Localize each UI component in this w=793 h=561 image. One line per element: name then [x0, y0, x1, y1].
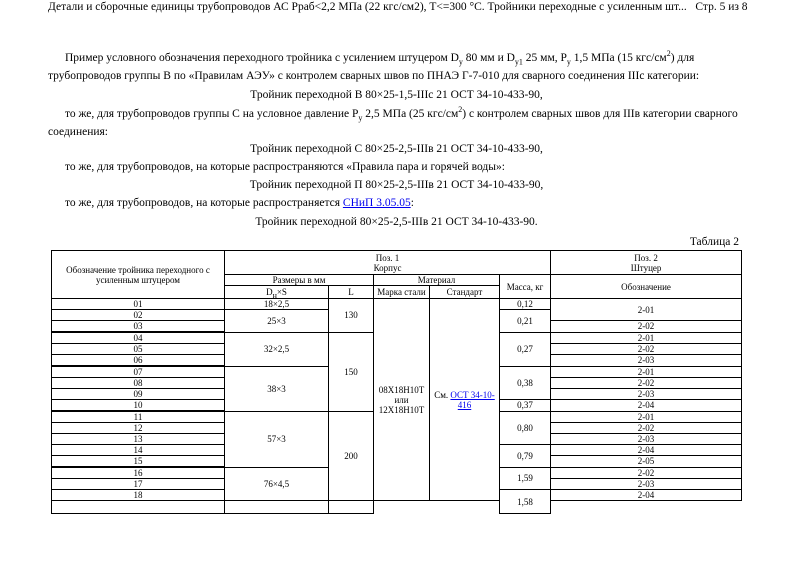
size-cell-empty	[225, 501, 329, 514]
designation-cell: 2-04	[551, 400, 742, 412]
table-caption: Таблица 2	[689, 236, 739, 248]
col-header-oboznachenie: Обозначение	[551, 275, 742, 299]
designation-cell: 2-01	[551, 332, 742, 344]
mass-cell: 0,27	[500, 332, 551, 366]
row-code: 17	[52, 479, 225, 490]
designation-cell: 2-04	[551, 445, 742, 456]
size-cell: 76×4,5	[225, 467, 329, 501]
mass-cell: 0,80	[500, 411, 551, 445]
designation-cell: 2-03	[551, 389, 742, 400]
col-header-designation: Обозначение тройника переходного с усиленным штуцером	[52, 251, 225, 299]
example-intro: Пример условного обозначения переходного тройника с усилением штуцером $D_y$ 80 мм и $D_{y1}$ 25 мм, $P_y$ 1,5 МПа (15 кгс/$см^2$) для	[65, 49, 695, 67]
mass-cell: 0,12	[500, 299, 551, 310]
row-code: 06	[52, 355, 225, 367]
same-c-line-2: соединения:	[48, 126, 109, 138]
row-code: 10	[52, 400, 225, 412]
standard-cell: См. ОСТ 34-10-416	[430, 299, 500, 501]
same-p-text: то же, для трубопроводов, на которые распространяются «Правила пара и горячей воды»:	[65, 161, 505, 173]
same-snip-text: то же, для трубопроводов, на которые распространяется СНиП 3.05.05:	[65, 197, 414, 209]
row-code: 05	[52, 344, 225, 355]
header-page-number: Стр. 5 из 8	[695, 1, 748, 13]
designation-cell: 2-01	[551, 411, 742, 423]
designation-cell: 2-03	[551, 479, 742, 490]
col-header-material: Материал	[374, 275, 500, 286]
row-code: 14	[52, 445, 225, 456]
designation-1: Тройник переходной В 80×25-1,5-IIIс 21 ОСТ 34-10-433-90,	[250, 89, 543, 101]
designation-cell: 2-03	[551, 355, 742, 367]
size-cell: 25×3	[225, 310, 329, 333]
designation-4: Тройник переходной 80×25-2,5-IIIв 21 ОСТ 34-10-433-90.	[255, 216, 538, 228]
col-header-l: L	[329, 286, 374, 299]
row-code: 16	[52, 467, 225, 479]
designation-2: Тройник переходной С 80×25-2,5-IIIв 21 ОСТ 34-10-433-90,	[250, 143, 543, 155]
size-cell: 57×3	[225, 411, 329, 467]
designation-3: Тройник переходной П 80×25-2,5-IIIв 21 ОСТ 34-10-433-90,	[249, 179, 544, 191]
row-code: 15	[52, 456, 225, 468]
designation-cell: 2-01	[551, 299, 742, 321]
designation-cell: 2-03	[551, 434, 742, 445]
data-table	[51, 250, 742, 514]
designation-cell: 2-04	[551, 490, 742, 501]
col-header-sizes: Размеры в мм	[225, 275, 374, 286]
ost-link[interactable]: ОСТ 34-10-416	[450, 389, 495, 410]
col-header-mass: Масса, кг	[500, 275, 551, 299]
designation-cell: 2-02	[551, 378, 742, 389]
steel-grade-cell: 08Х18Н10Т или 12Х18Н10Т	[374, 299, 430, 501]
size-cell: 32×2,5	[225, 332, 329, 366]
row-code: 07	[52, 366, 225, 378]
designation-cell: 2-05	[551, 456, 742, 468]
row-code-empty	[52, 501, 225, 514]
mass-cell: 1,59	[500, 467, 551, 490]
col-header-standart: Стандарт	[430, 286, 500, 299]
header-title: Детали и сборочные единицы трубопроводов АС Рраб<2,2 МПа (22 кгс/см2), Т<=300 °С. Тройники переходные с усиленным шт...	[48, 1, 687, 13]
designation-cell: 2-02	[551, 423, 742, 434]
mass-cell: 0,38	[500, 366, 551, 400]
col-header-korpus: Поз. 1 Корпус	[225, 251, 551, 275]
row-code: 13	[52, 434, 225, 445]
page-header	[48, 1, 748, 13]
mass-cell: 0,79	[500, 445, 551, 468]
l-cell: 150	[329, 332, 374, 411]
designation-cell: 2-02	[551, 467, 742, 479]
row-code: 04	[52, 332, 225, 344]
l-cell: 200	[329, 411, 374, 501]
row-code: 12	[52, 423, 225, 434]
row-code: 11	[52, 411, 225, 423]
size-cell: 38×3	[225, 366, 329, 411]
snip-link[interactable]: СНиП 3.05.05	[342, 197, 411, 209]
col-header-marka: Марка стали	[374, 286, 430, 299]
designation-cell: 2-02	[551, 344, 742, 355]
size-cell: 18×2,5	[225, 299, 329, 310]
row-code: 18	[52, 490, 225, 501]
mass-cell: 0,21	[500, 310, 551, 333]
mass-cell: 0,37	[500, 400, 551, 412]
designation-cell: 2-01	[551, 366, 742, 378]
row-code: 08	[52, 378, 225, 389]
row-code: 09	[52, 389, 225, 400]
designation-cell-empty	[329, 501, 374, 514]
l-cell: 130	[329, 299, 374, 333]
designation-cell: 2-02	[551, 321, 742, 333]
example-line-2: трубопроводов группы В по «Правилам АЭУ» с контролем сварных швов по ПНАЭ Г-7-010 для сварного соединения IIIс категории:	[48, 70, 700, 82]
row-code: 02	[52, 310, 225, 321]
row-code: 01	[52, 299, 225, 310]
col-header-shtutser: Поз. 2 Штуцер	[551, 251, 742, 275]
col-header-dh-s: $D_н\times S$	[225, 286, 329, 299]
mass-cell: 1,58	[500, 490, 551, 514]
same-c-text: то же, для трубопроводов группы С на условное давление $P_y$ 2,5 МПа (25 кгс/$см^2$) с контролем сварных швов для IIIв категории сварного	[65, 105, 738, 123]
row-code: 03	[52, 321, 225, 333]
